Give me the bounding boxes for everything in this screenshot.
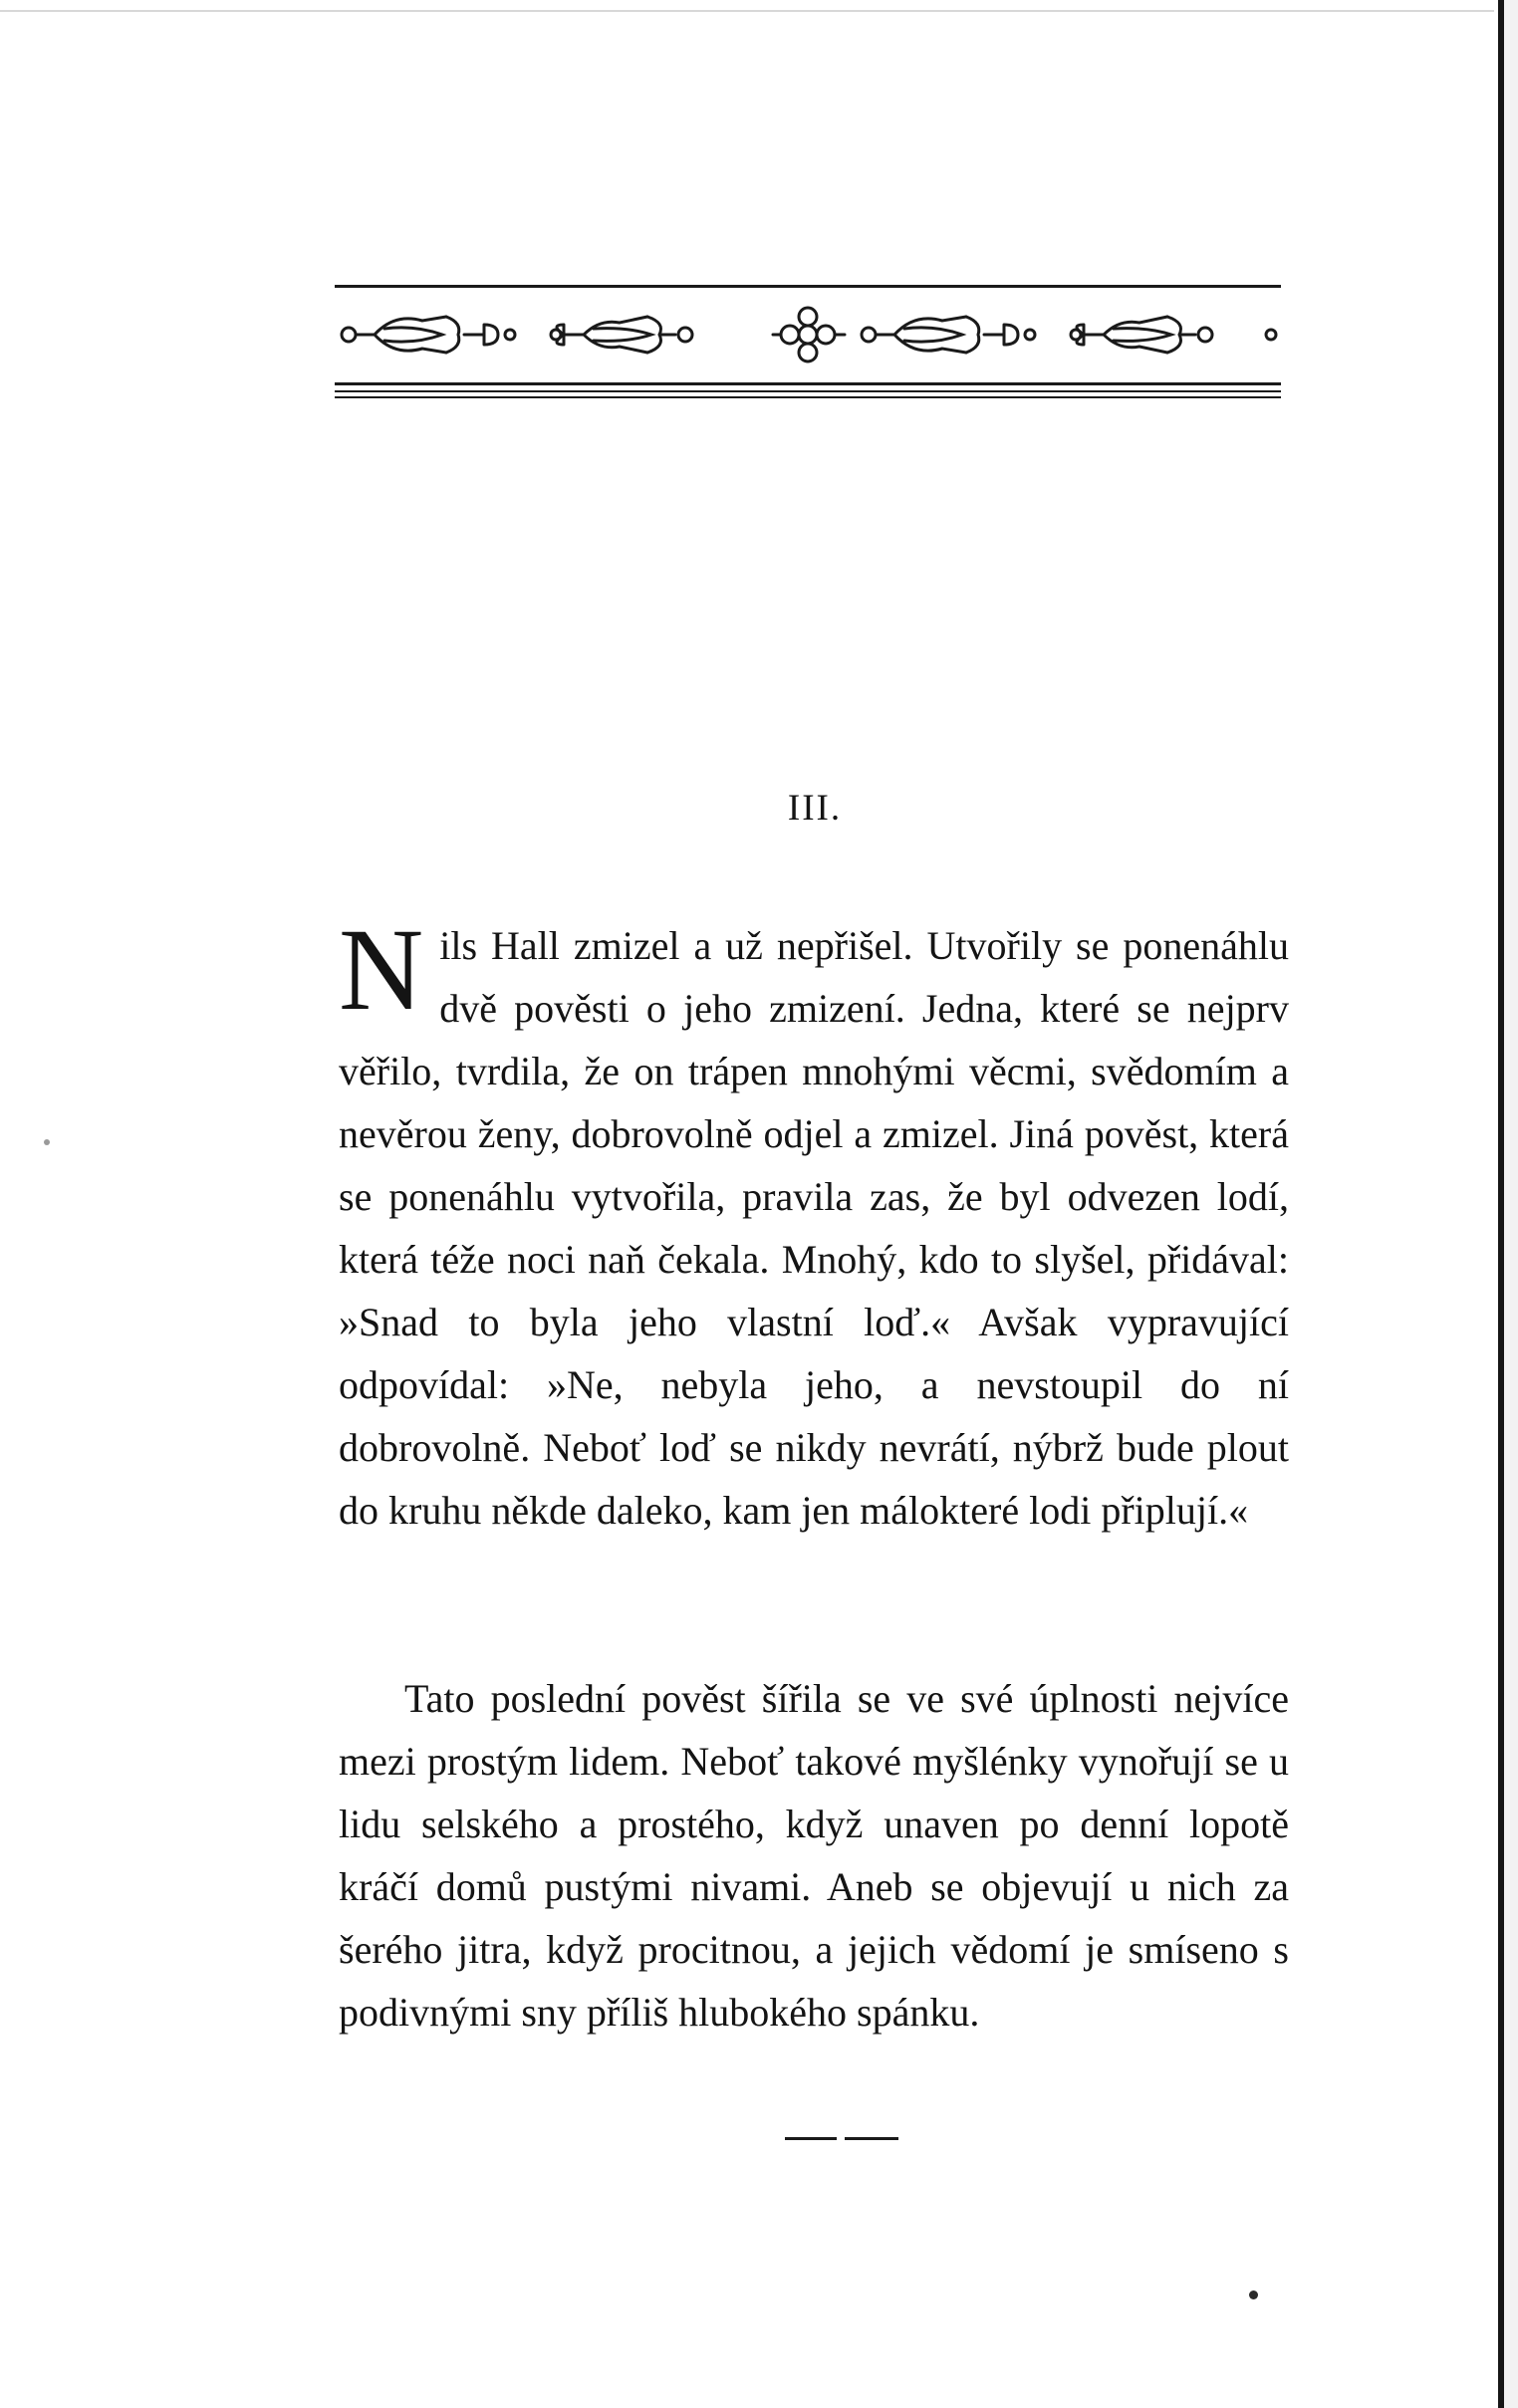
ornament-rule-2 [335, 390, 1281, 392]
ornament-rule-3 [335, 396, 1281, 398]
drop-cap: N [339, 904, 424, 1035]
page-right-shade [1504, 0, 1518, 2408]
page-right-edge [1498, 0, 1504, 2408]
ornament-rule-1 [335, 382, 1281, 385]
end-mark [785, 2137, 904, 2141]
chapter-heading: III. [787, 788, 843, 829]
paragraph-1-text: ils Hall zmizel a už nepřišel. Utvořily se ponenáhlu dvě pověsti o jeho zmizení. Jedna, které se nejprv věřilo, tvrdila, že on trápen mnohými věcmi, svědomím a nevěrou ženy, dobrovolně odjel a zmizel. Jiná pověst, která se ponenáhlu vytvořila, pravila zas, že byl odvezen lodí, která téže noci naň čekala. Mnohý, kdo to slyšel, přidával: »Snad to byla jeho vlastní loď.« Avšak vypravující odpovídal: »Ne, nebyla jeho, a nevstoupil do ní dobrovolně. Neboť loď se nikdy nevrátí, nýbrž bude plout do kruhu někde daleko, kam jen málokteré lodi připlují.« [339, 923, 1289, 1533]
decorative-ornament-icon [335, 299, 1281, 370]
page-top-edge [0, 10, 1494, 12]
paragraph-2: Tato poslední pověst šířila se ve své úplnosti nejvíce mezi prostým lidem. Neboť takové myšlénky vynořují se u lidu selského a prostého, když unaven po denní lopotě kráčí domů pustými nivami. Aneb se objevují u nich za šerého jitra, když procitnou, a jejich vědomí je smíseno s podivnými sny příliš hlubokého spánku. [339, 1676, 1289, 2035]
end-dash-right [845, 2137, 898, 2140]
paper-speck [1249, 2290, 1258, 2299]
end-dash-left [785, 2137, 837, 2140]
paper-speck-faint [44, 1139, 50, 1145]
ornament-top-rule [335, 285, 1281, 288]
paragraph-1 [339, 904, 1289, 1542]
